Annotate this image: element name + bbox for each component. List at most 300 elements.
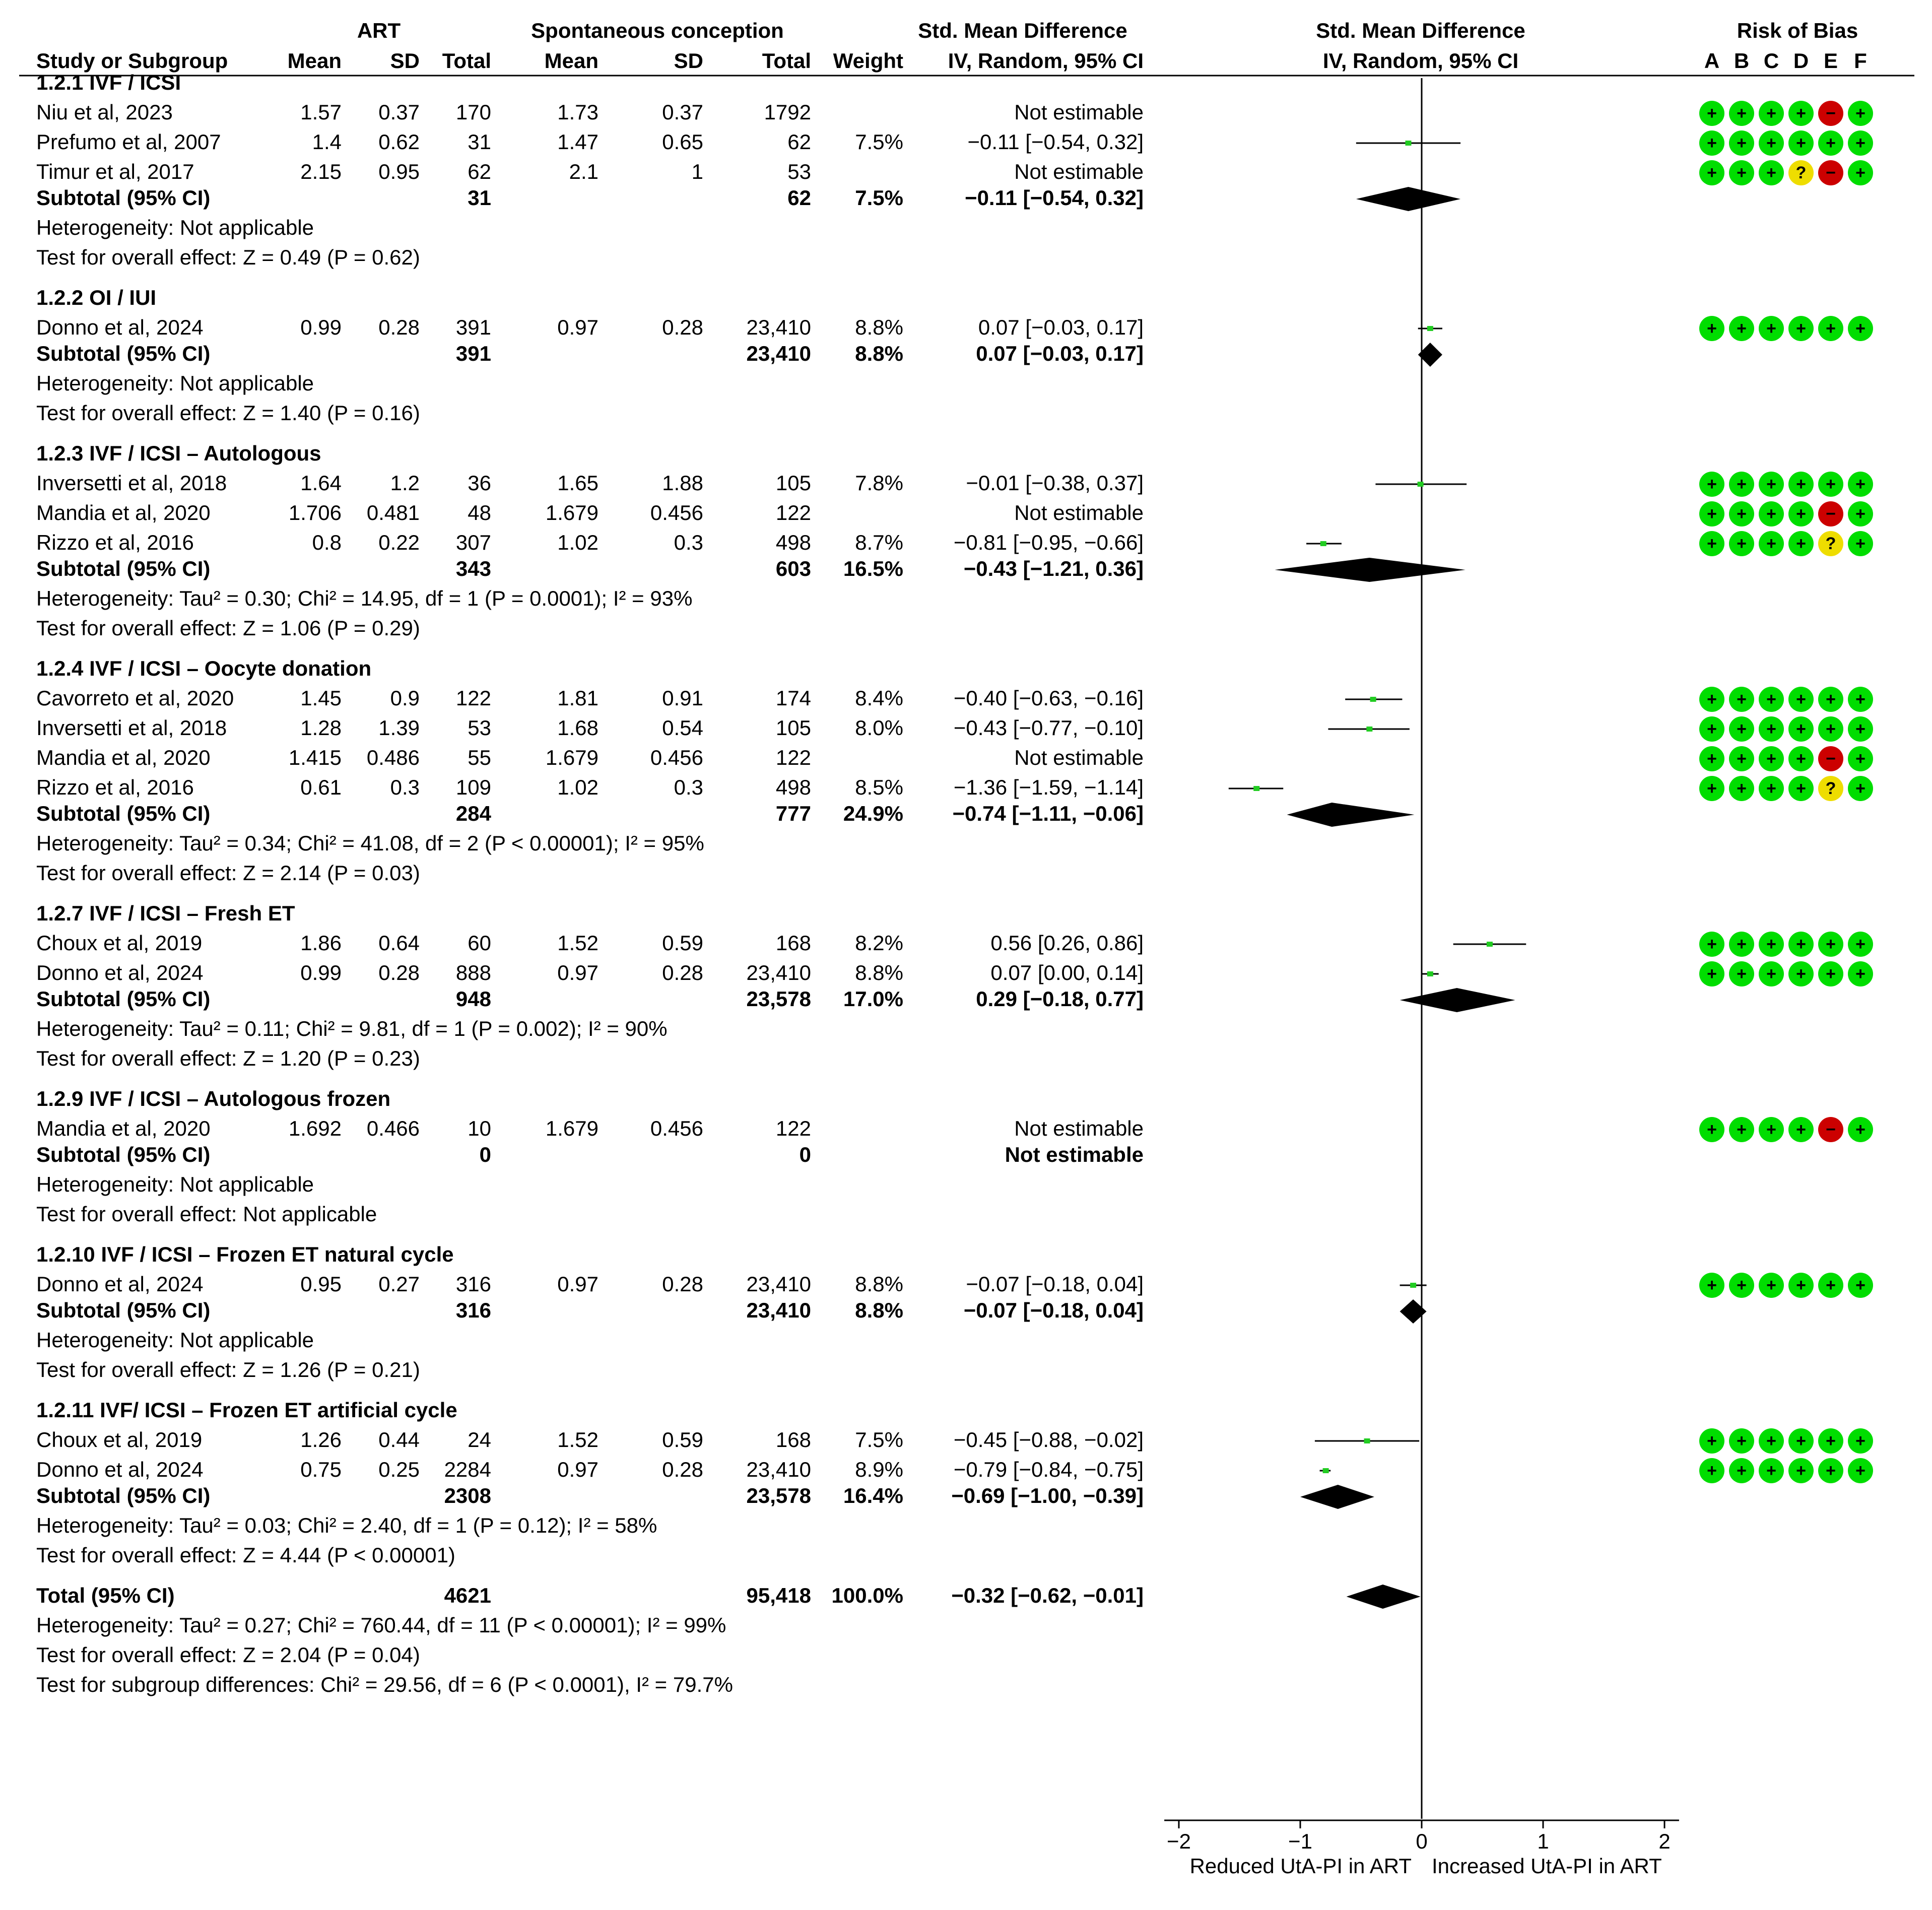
row-51-rob-f-symbol: + — [1855, 1431, 1866, 1451]
row-52-point — [1323, 1468, 1329, 1473]
row-17-sc-sd: 0.3 — [674, 531, 703, 554]
row-32-study-name: Choux et al, 2019 — [36, 931, 203, 955]
row-17-art-mean: 0.8 — [312, 531, 342, 554]
row-17-sc-mean: 1.02 — [557, 531, 598, 554]
row-19-statistics-text: Heterogeneity: Tau² = 0.30; Chi² = 14.95, df = 1 (P = 0.0001); I² = 93% — [36, 586, 693, 610]
row-39-ci-text: Not estimable — [1014, 1116, 1144, 1140]
row-26-sc-sd: 0.3 — [674, 775, 703, 799]
row-16-rob-f-symbol: + — [1855, 504, 1866, 523]
row-2-weight: 7.5% — [855, 130, 903, 154]
row-4-subtotal-label: Subtotal (95% CI) — [36, 186, 211, 210]
row-24-art-mean: 1.28 — [300, 716, 342, 740]
row-15-study-name: Inversetti et al, 2018 — [36, 471, 227, 495]
row-24-rob-b-symbol: + — [1737, 719, 1747, 739]
row-32-sc-mean: 1.52 — [557, 931, 598, 955]
row-38-subgroup-title: 1.2.9 IVF / ICSI – Autologous frozen — [36, 1087, 391, 1110]
x-axis-label-left: Reduced UtA-PI in ART — [1189, 1854, 1412, 1878]
art-group-label: ART — [357, 19, 401, 42]
row-20-statistics-text: Test for overall effect: Z = 1.06 (P = 0.29) — [36, 616, 420, 640]
row-39-sc-total: 122 — [775, 1116, 811, 1140]
row-17-art-total: 307 — [455, 531, 491, 554]
row-33-study-name: Donno et al, 2024 — [36, 961, 204, 984]
row-2-study-name: Prefumo et al, 2007 — [36, 130, 221, 154]
row-34-diamond — [1400, 988, 1515, 1012]
row-17-rob-c-symbol: + — [1766, 534, 1776, 553]
row-45-sc-sd: 0.28 — [662, 1272, 703, 1296]
row-46-weight: 8.8% — [855, 1298, 903, 1322]
row-26-rob-b-symbol: + — [1737, 779, 1747, 798]
row-25-art-total: 55 — [468, 746, 491, 769]
row-32-sc-sd: 0.59 — [662, 931, 703, 955]
row-55-statistics-text: Test for overall effect: Z = 4.44 (P < 0.00001) — [36, 1543, 455, 1567]
row-15-ci-text: −0.01 [−0.38, 0.37] — [966, 471, 1144, 495]
row-41-statistics-text: Heterogeneity: Not applicable — [36, 1172, 314, 1196]
row-3-art-total: 62 — [468, 160, 491, 183]
row-33-weight: 8.8% — [855, 961, 903, 984]
row-8-subgroup-title: 1.2.2 OI / IUI — [36, 286, 157, 309]
row-23-rob-f-symbol: + — [1855, 690, 1866, 709]
row-9-sc-total: 23,410 — [746, 315, 811, 339]
row-33-rob-d-symbol: + — [1796, 964, 1806, 983]
row-12-statistics-text: Test for overall effect: Z = 1.40 (P = 0.16) — [36, 401, 420, 425]
row-32-rob-b-symbol: + — [1737, 935, 1747, 954]
row-45-ci-text: −0.07 [−0.18, 0.04] — [966, 1272, 1144, 1296]
row-34-art-total: 948 — [455, 987, 491, 1011]
row-53-sc-total: 23,578 — [746, 1484, 811, 1507]
rob-letter-f: F — [1854, 49, 1867, 73]
row-40-subtotal-label: Subtotal (95% CI) — [36, 1143, 211, 1166]
row-33-rob-b-symbol: + — [1737, 964, 1747, 983]
rob-letter-c: C — [1763, 49, 1779, 73]
row-51-rob-c-symbol: + — [1766, 1431, 1776, 1451]
row-51-study-name: Choux et al, 2019 — [36, 1428, 203, 1452]
row-15-rob-a-symbol: + — [1707, 475, 1717, 494]
row-33-point — [1427, 971, 1433, 976]
row-24-sc-total: 105 — [775, 716, 811, 740]
row-27-diamond — [1287, 803, 1414, 827]
row-45-rob-b-symbol: + — [1737, 1276, 1747, 1295]
row-58-statistics-text: Heterogeneity: Tau² = 0.27; Chi² = 760.44, df = 11 (P < 0.00001); I² = 99% — [36, 1613, 726, 1637]
row-9-rob-f-symbol: + — [1855, 319, 1866, 338]
row-17-rob-a-symbol: + — [1707, 534, 1717, 553]
row-39-rob-b-symbol: + — [1737, 1120, 1747, 1139]
row-16-sc-sd: 0.456 — [650, 501, 703, 524]
row-1-rob-e-symbol: − — [1826, 104, 1836, 123]
row-17-rob-b-symbol: + — [1737, 534, 1747, 553]
row-34-sc-total: 23,578 — [746, 987, 811, 1011]
row-39-art-total: 10 — [468, 1116, 491, 1140]
row-23-rob-b-symbol: + — [1737, 690, 1747, 709]
row-4-sc-total: 62 — [787, 186, 811, 210]
row-39-rob-c-symbol: + — [1766, 1120, 1776, 1139]
x-tick-label-1: −1 — [1288, 1829, 1312, 1853]
row-52-rob-f-symbol: + — [1855, 1461, 1866, 1480]
row-45-art-total: 316 — [455, 1272, 491, 1296]
row-45-rob-c-symbol: + — [1766, 1276, 1776, 1295]
row-33-art-total: 888 — [455, 961, 491, 984]
row-25-art-mean: 1.415 — [288, 746, 342, 769]
row-24-art-sd: 1.39 — [378, 716, 420, 740]
row-27-art-total: 284 — [455, 802, 491, 825]
row-23-rob-a-symbol: + — [1707, 690, 1717, 709]
row-33-ci-text: 0.07 [0.00, 0.14] — [990, 961, 1144, 984]
row-4-art-total: 31 — [468, 186, 491, 210]
rob-letter-a: A — [1704, 49, 1720, 73]
row-16-sc-total: 122 — [775, 501, 811, 524]
row-16-rob-a-symbol: + — [1707, 504, 1717, 523]
row-34-subtotal-label: Subtotal (95% CI) — [36, 987, 211, 1011]
row-15-rob-d-symbol: + — [1796, 475, 1806, 494]
x-tick-label-3: 1 — [1537, 1829, 1549, 1853]
row-16-art-mean: 1.706 — [288, 501, 342, 524]
row-26-sc-total: 498 — [775, 775, 811, 799]
row-1-rob-d-symbol: + — [1796, 104, 1806, 123]
row-51-weight: 7.5% — [855, 1428, 903, 1452]
row-9-rob-b-symbol: + — [1737, 319, 1747, 338]
rob-letter-b: B — [1734, 49, 1750, 73]
row-45-art-sd: 0.27 — [378, 1272, 420, 1296]
row-26-rob-c-symbol: + — [1766, 779, 1776, 798]
row-2-point — [1405, 141, 1411, 146]
row-39-sc-sd: 0.456 — [650, 1116, 703, 1140]
row-24-rob-e-symbol: + — [1826, 719, 1836, 739]
row-17-art-sd: 0.22 — [378, 531, 420, 554]
row-9-weight: 8.8% — [855, 315, 903, 339]
row-17-sc-total: 498 — [775, 531, 811, 554]
row-35-statistics-text: Heterogeneity: Tau² = 0.11; Chi² = 9.81, df = 1 (P = 0.002); I² = 90% — [36, 1017, 668, 1040]
row-23-rob-e-symbol: + — [1826, 690, 1836, 709]
row-45-weight: 8.8% — [855, 1272, 903, 1296]
row-51-rob-b-symbol: + — [1737, 1431, 1747, 1451]
row-2-rob-f-symbol: + — [1855, 134, 1866, 153]
row-17-rob-f-symbol: + — [1855, 534, 1866, 553]
row-53-art-total: 2308 — [444, 1484, 491, 1507]
row-32-rob-f-symbol: + — [1855, 935, 1866, 954]
row-33-rob-a-symbol: + — [1707, 964, 1717, 983]
row-2-rob-b-symbol: + — [1737, 134, 1747, 153]
row-3-rob-e-symbol: − — [1826, 163, 1836, 182]
row-2-rob-e-symbol: + — [1826, 134, 1836, 153]
row-17-weight: 8.7% — [855, 531, 903, 554]
row-39-rob-f-symbol: + — [1855, 1120, 1866, 1139]
row-23-art-mean: 1.45 — [300, 686, 342, 710]
row-27-subtotal-label: Subtotal (95% CI) — [36, 802, 211, 825]
row-51-art-mean: 1.26 — [300, 1428, 342, 1452]
col-header-study: Study or Subgroup — [36, 49, 228, 73]
row-39-art-sd: 0.466 — [366, 1116, 420, 1140]
row-28-statistics-text: Heterogeneity: Tau² = 0.34; Chi² = 41.08, df = 2 (P < 0.00001); I² = 95% — [36, 831, 704, 855]
row-2-art-total: 31 — [468, 130, 491, 154]
row-33-sc-total: 23,410 — [746, 961, 811, 984]
row-45-rob-a-symbol: + — [1707, 1276, 1717, 1295]
row-0-subgroup-title: 1.2.1 IVF / ICSI — [36, 71, 181, 94]
row-42-statistics-text: Test for overall effect: Not applicable — [36, 1202, 377, 1226]
row-25-sc-total: 122 — [775, 746, 811, 769]
row-3-art-sd: 0.95 — [378, 160, 420, 183]
row-26-point — [1253, 786, 1259, 791]
col-header-art-total: Total — [442, 49, 491, 73]
row-16-art-total: 48 — [468, 501, 491, 524]
row-25-sc-sd: 0.456 — [650, 746, 703, 769]
row-2-rob-d-symbol: + — [1796, 134, 1806, 153]
row-23-art-sd: 0.9 — [390, 686, 420, 710]
row-51-art-total: 24 — [468, 1428, 491, 1452]
row-15-rob-e-symbol: + — [1826, 475, 1836, 494]
row-52-rob-b-symbol: + — [1737, 1461, 1747, 1480]
row-6-statistics-text: Test for overall effect: Z = 0.49 (P = 0.62) — [36, 245, 420, 269]
row-10-subtotal-label: Subtotal (95% CI) — [36, 342, 211, 365]
row-18-ci-text: −0.43 [−1.21, 0.36] — [963, 557, 1144, 580]
risk-of-bias-title: Risk of Bias — [1737, 19, 1858, 42]
row-40-sc-total: 0 — [799, 1143, 811, 1166]
row-9-sc-sd: 0.28 — [662, 315, 703, 339]
row-45-rob-e-symbol: + — [1826, 1276, 1836, 1295]
row-23-weight: 8.4% — [855, 686, 903, 710]
row-16-rob-d-symbol: + — [1796, 504, 1806, 523]
row-52-ci-text: −0.79 [−0.84, −0.75] — [953, 1458, 1144, 1481]
row-25-rob-c-symbol: + — [1766, 749, 1776, 768]
row-9-rob-d-symbol: + — [1796, 319, 1806, 338]
row-57-total-label: Total (95% CI) — [36, 1584, 175, 1607]
row-3-rob-a-symbol: + — [1707, 163, 1717, 182]
row-10-weight: 8.8% — [855, 342, 903, 365]
row-24-art-total: 53 — [468, 716, 491, 740]
row-18-sc-total: 603 — [775, 557, 811, 580]
row-32-ci-text: 0.56 [0.26, 0.86] — [990, 931, 1144, 955]
row-47-statistics-text: Heterogeneity: Not applicable — [36, 1328, 314, 1352]
row-1-rob-b-symbol: + — [1737, 104, 1747, 123]
row-15-rob-f-symbol: + — [1855, 475, 1866, 494]
row-51-sc-sd: 0.59 — [662, 1428, 703, 1452]
row-46-art-total: 316 — [455, 1298, 491, 1322]
row-10-art-total: 391 — [455, 342, 491, 365]
row-24-point — [1366, 727, 1372, 732]
col-header-sc-mean: Mean — [544, 49, 598, 73]
row-57-ci-text: −0.32 [−0.62, −0.01] — [951, 1584, 1144, 1607]
row-52-art-total: 2284 — [444, 1458, 491, 1481]
row-26-rob-e-symbol: ? — [1825, 779, 1836, 798]
row-51-art-sd: 0.44 — [378, 1428, 420, 1452]
row-3-rob-d-symbol: ? — [1795, 163, 1807, 182]
row-27-ci-text: −0.74 [−1.11, −0.06] — [952, 802, 1144, 825]
row-16-sc-mean: 1.679 — [545, 501, 598, 524]
row-44-subgroup-title: 1.2.10 IVF / ICSI – Frozen ET natural cycle — [36, 1242, 454, 1266]
row-40-ci-text: Not estimable — [1005, 1143, 1144, 1166]
row-9-rob-e-symbol: + — [1826, 319, 1836, 338]
row-52-sc-mean: 0.97 — [557, 1458, 598, 1481]
row-25-rob-b-symbol: + — [1737, 749, 1747, 768]
row-9-ci-text: 0.07 [−0.03, 0.17] — [978, 315, 1144, 339]
row-25-art-sd: 0.486 — [366, 746, 420, 769]
row-16-study-name: Mandia et al, 2020 — [36, 501, 211, 524]
row-32-rob-e-symbol: + — [1826, 935, 1836, 954]
x-tick-label-2: 0 — [1416, 1829, 1428, 1853]
row-15-weight: 7.8% — [855, 471, 903, 495]
row-1-sc-sd: 0.37 — [662, 100, 703, 124]
row-14-subgroup-title: 1.2.3 IVF / ICSI – Autologous — [36, 441, 321, 465]
row-1-sc-total: 1792 — [764, 100, 811, 124]
row-24-weight: 8.0% — [855, 716, 903, 740]
row-3-art-mean: 2.15 — [300, 160, 342, 183]
row-11-statistics-text: Heterogeneity: Not applicable — [36, 371, 314, 395]
row-18-subtotal-label: Subtotal (95% CI) — [36, 557, 211, 580]
row-33-sc-mean: 0.97 — [557, 961, 598, 984]
x-tick-label-4: 2 — [1658, 1829, 1671, 1853]
row-26-study-name: Rizzo et al, 2016 — [36, 775, 194, 799]
row-25-rob-d-symbol: + — [1796, 749, 1806, 768]
row-25-rob-a-symbol: + — [1707, 749, 1717, 768]
row-23-sc-sd: 0.91 — [662, 686, 703, 710]
row-3-sc-mean: 2.1 — [569, 160, 598, 183]
plot-column-title: Std. Mean Difference — [1316, 19, 1525, 42]
row-5-statistics-text: Heterogeneity: Not applicable — [36, 216, 314, 239]
row-15-art-sd: 1.2 — [390, 471, 420, 495]
row-33-rob-c-symbol: + — [1766, 964, 1776, 983]
row-9-art-mean: 0.99 — [300, 315, 342, 339]
row-46-subtotal-label: Subtotal (95% CI) — [36, 1298, 211, 1322]
row-53-weight: 16.4% — [843, 1484, 903, 1507]
row-16-ci-text: Not estimable — [1014, 501, 1144, 524]
row-15-sc-sd: 1.88 — [662, 471, 703, 495]
row-15-sc-total: 105 — [775, 471, 811, 495]
row-32-sc-total: 168 — [775, 931, 811, 955]
row-46-ci-text: −0.07 [−0.18, 0.04] — [963, 1298, 1144, 1322]
row-60-statistics-text: Test for subgroup differences: Chi² = 29.56, df = 6 (P < 0.0001), I² = 79.7% — [36, 1673, 733, 1696]
row-52-study-name: Donno et al, 2024 — [36, 1458, 204, 1481]
row-52-sc-sd: 0.28 — [662, 1458, 703, 1481]
rob-letter-d: D — [1793, 49, 1809, 73]
row-4-weight: 7.5% — [855, 186, 903, 210]
row-15-sc-mean: 1.65 — [557, 471, 598, 495]
row-52-art-sd: 0.25 — [378, 1458, 420, 1481]
row-39-rob-d-symbol: + — [1796, 1120, 1806, 1139]
row-36-statistics-text: Test for overall effect: Z = 1.20 (P = 0.23) — [36, 1046, 420, 1070]
row-23-sc-mean: 1.81 — [557, 686, 598, 710]
row-3-rob-b-symbol: + — [1737, 163, 1747, 182]
row-31-subgroup-title: 1.2.7 IVF / ICSI – Fresh ET — [36, 901, 295, 925]
row-53-ci-text: −0.69 [−1.00, −0.39] — [951, 1484, 1144, 1507]
row-26-art-mean: 0.61 — [300, 775, 342, 799]
row-16-rob-c-symbol: + — [1766, 504, 1776, 523]
col-header-sc-total: Total — [762, 49, 811, 73]
row-16-rob-b-symbol: + — [1737, 504, 1747, 523]
row-57-art-total: 4621 — [444, 1584, 491, 1607]
row-39-rob-e-symbol: − — [1826, 1120, 1836, 1139]
row-17-rob-d-symbol: + — [1796, 534, 1806, 553]
row-9-art-sd: 0.28 — [378, 315, 420, 339]
row-45-rob-f-symbol: + — [1855, 1276, 1866, 1295]
row-51-sc-total: 168 — [775, 1428, 811, 1452]
row-45-point — [1410, 1283, 1416, 1288]
row-34-weight: 17.0% — [843, 987, 903, 1011]
row-26-rob-a-symbol: + — [1707, 779, 1717, 798]
row-45-rob-d-symbol: + — [1796, 1276, 1806, 1295]
row-46-diamond — [1400, 1299, 1427, 1324]
row-26-rob-f-symbol: + — [1855, 779, 1866, 798]
row-52-weight: 8.9% — [855, 1458, 903, 1481]
row-45-sc-mean: 0.97 — [557, 1272, 598, 1296]
row-15-rob-c-symbol: + — [1766, 475, 1776, 494]
row-33-art-sd: 0.28 — [378, 961, 420, 984]
row-26-weight: 8.5% — [855, 775, 903, 799]
row-18-diamond — [1275, 558, 1465, 582]
row-3-rob-c-symbol: + — [1766, 163, 1776, 182]
row-27-weight: 24.9% — [843, 802, 903, 825]
row-25-rob-e-symbol: − — [1826, 749, 1836, 768]
row-23-sc-total: 174 — [775, 686, 811, 710]
row-39-sc-mean: 1.679 — [545, 1116, 598, 1140]
row-10-sc-total: 23,410 — [746, 342, 811, 365]
row-25-rob-f-symbol: + — [1855, 749, 1866, 768]
row-9-art-total: 391 — [455, 315, 491, 339]
row-1-rob-a-symbol: + — [1707, 104, 1717, 123]
row-39-study-name: Mandia et al, 2020 — [36, 1116, 211, 1140]
row-40-art-total: 0 — [479, 1143, 491, 1166]
row-33-rob-e-symbol: + — [1826, 964, 1836, 983]
row-15-art-mean: 1.64 — [300, 471, 342, 495]
row-45-art-mean: 0.95 — [300, 1272, 342, 1296]
row-15-point — [1418, 482, 1424, 487]
row-52-art-mean: 0.75 — [300, 1458, 342, 1481]
row-23-ci-text: −0.40 [−0.63, −0.16] — [953, 686, 1144, 710]
row-46-sc-total: 23,410 — [746, 1298, 811, 1322]
row-57-diamond — [1347, 1585, 1421, 1609]
row-18-art-total: 343 — [455, 557, 491, 580]
row-1-sc-mean: 1.73 — [557, 100, 598, 124]
row-39-rob-a-symbol: + — [1707, 1120, 1717, 1139]
row-22-subgroup-title: 1.2.4 IVF / ICSI – Oocyte donation — [36, 656, 372, 680]
row-9-point — [1427, 326, 1433, 331]
row-2-rob-c-symbol: + — [1766, 134, 1776, 153]
row-24-study-name: Inversetti et al, 2018 — [36, 716, 227, 740]
row-9-sc-mean: 0.97 — [557, 315, 598, 339]
row-29-statistics-text: Test for overall effect: Z = 2.14 (P = 0.03) — [36, 861, 420, 885]
row-33-sc-sd: 0.28 — [662, 961, 703, 984]
row-24-rob-c-symbol: + — [1766, 719, 1776, 739]
row-51-point — [1364, 1438, 1370, 1443]
row-17-study-name: Rizzo et al, 2016 — [36, 531, 194, 554]
row-25-ci-text: Not estimable — [1014, 746, 1144, 769]
row-3-sc-total: 53 — [787, 160, 811, 183]
row-53-subtotal-label: Subtotal (95% CI) — [36, 1484, 211, 1507]
row-3-sc-sd: 1 — [691, 160, 703, 183]
row-23-art-total: 122 — [455, 686, 491, 710]
row-26-rob-d-symbol: + — [1796, 779, 1806, 798]
row-1-art-mean: 1.57 — [300, 100, 342, 124]
row-24-ci-text: −0.43 [−0.77, −0.10] — [953, 716, 1144, 740]
row-32-art-total: 60 — [468, 931, 491, 955]
row-17-rob-e-symbol: ? — [1825, 534, 1836, 553]
row-32-rob-a-symbol: + — [1707, 935, 1717, 954]
row-1-art-total: 170 — [455, 100, 491, 124]
row-26-sc-mean: 1.02 — [557, 775, 598, 799]
row-1-rob-c-symbol: + — [1766, 104, 1776, 123]
plot-header-ci: IV, Random, 95% CI — [1322, 49, 1519, 73]
row-25-study-name: Mandia et al, 2020 — [36, 746, 211, 769]
row-10-ci-text: 0.07 [−0.03, 0.17] — [976, 342, 1144, 365]
row-34-ci-text: 0.29 [−0.18, 0.77] — [976, 987, 1144, 1011]
row-32-art-mean: 1.86 — [300, 931, 342, 955]
row-57-weight: 100.0% — [831, 1584, 903, 1607]
row-52-rob-c-symbol: + — [1766, 1461, 1776, 1480]
row-2-sc-total: 62 — [787, 130, 811, 154]
row-52-rob-a-symbol: + — [1707, 1461, 1717, 1480]
row-1-ci-text: Not estimable — [1014, 100, 1144, 124]
row-26-art-sd: 0.3 — [390, 775, 420, 799]
row-9-study-name: Donno et al, 2024 — [36, 315, 204, 339]
row-51-rob-e-symbol: + — [1826, 1431, 1836, 1451]
row-3-study-name: Timur et al, 2017 — [36, 160, 194, 183]
